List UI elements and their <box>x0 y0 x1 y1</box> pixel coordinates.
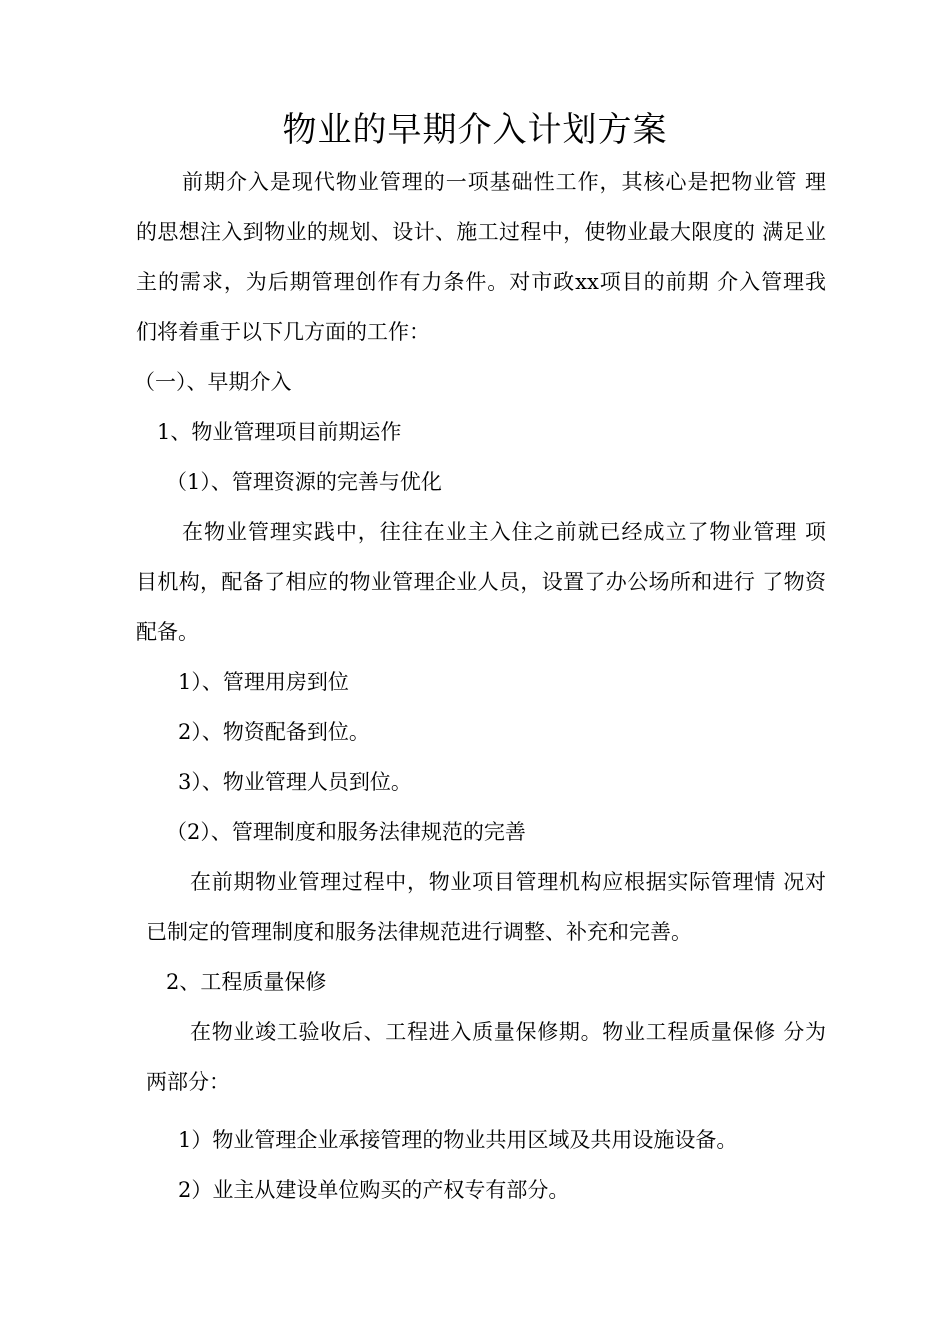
para3-line-2: 已制定的管理制度和服务法律规范进行调整、补充和完善。 <box>146 920 692 944</box>
para1-line-3: 主的需求，为后期管理创作有力条件。对市政xx项目的前期 介入管理我 <box>136 270 826 294</box>
sub1-list-item-3: 3）、物业管理人员到位。 <box>178 770 412 794</box>
para2-line-2: 目机构，配备了相应的物业管理企业人员，设置了办公场所和进行 了物资 <box>136 570 826 594</box>
para4-line-2: 两部分： <box>146 1070 230 1094</box>
section1-heading: （一）、早期介入 <box>134 370 292 394</box>
item2-list-item-1: 1）物业管理企业承接管理的物业共用区域及共用设施设备。 <box>178 1128 738 1152</box>
sub1-list-item-1: 1）、管理用房到位 <box>178 670 349 694</box>
sub1-list-item-2: 2）、物资配备到位。 <box>178 720 370 744</box>
document-title: 物业的早期介入计划方案 <box>282 110 668 150</box>
item2-heading: 2、工程质量保修 <box>166 970 327 994</box>
sub1-heading: （1）、管理资源的完善与优化 <box>166 470 442 494</box>
para1-line-2: 的思想注入到物业的规划、设计、施工过程中，使物业最大限度的 满足业 <box>136 220 826 244</box>
item2-list-item-2: 2）业主从建设单位购买的产权专有部分。 <box>178 1178 570 1202</box>
para3-line-1: 在前期物业管理过程中，物业项目管理机构应根据实际管理情 况对 <box>190 870 826 894</box>
para2-line-1: 在物业管理实践中，往往在业主入住之前就已经成立了物业管理 项 <box>182 520 826 544</box>
sub2-heading: （2）、管理制度和服务法律规范的完善 <box>166 820 526 844</box>
para1-line-1: 前期介入是现代物业管理的一项基础性工作，其核心是把物业管 理 <box>182 170 826 194</box>
para4-line-1: 在物业竣工验收后、工程进入质量保修期。物业工程质量保修 分为 <box>190 1020 826 1044</box>
para2-line-3: 配备。 <box>136 620 199 644</box>
para1-line-4: 们将着重于以下几方面的工作： <box>136 320 430 344</box>
item1-heading: 1、物业管理项目前期运作 <box>157 420 402 444</box>
